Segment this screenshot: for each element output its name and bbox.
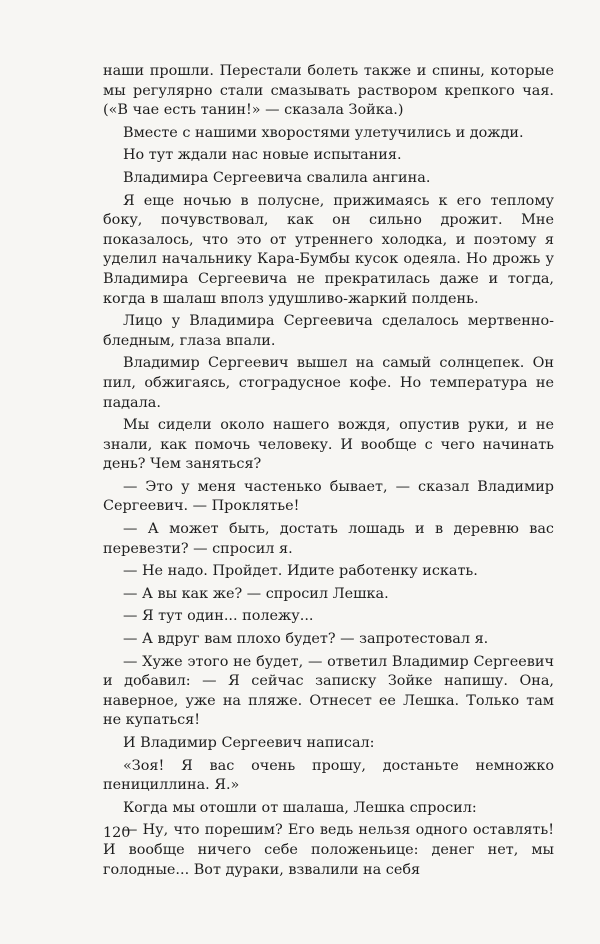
paragraph: Но тут ждали нас новые испытания. — [123, 147, 402, 164]
dialogue-line: — А вдруг вам плохо будет? — запротестовал я. — [123, 631, 489, 648]
dialogue-line: — Это у меня частенько бывает, — сказал Владимир Сергеевич. — Проклятье! — [103, 478, 554, 515]
paragraph: наши прошли. Перестали болеть также и спины, которые мы регулярно стали смазывать раствором крепкого чая. («В чае есть танин!» — сказала Зойка.) — [103, 63, 554, 119]
page-number: 120 — [103, 825, 131, 841]
note-text: «Зоя! Я вас очень прошу, достаньте немножко пенициллина. Я.» — [103, 757, 554, 794]
dialogue-line: — Ну, что порешим? Его ведь нельзя одного оставлять! И вообще ничего себе положеньице: денег нет, мы голодные... Вот дураки, взвалили на себя — [103, 822, 554, 878]
paragraph: Лицо у Владимира Сергеевича сделалось мертвенно-бледным, глаза впали. — [103, 313, 554, 349]
paragraph: Я еще ночью в полусне, прижимаясь к его теплому боку, почувствовал, как он сильно дрожит. Мне показалось, что это от утреннего холодка, и поэтому я уделил начальнику Кара-Бумбы кусок одеяла. Но дрожь у Владимира Сергеевича не прекратилась даже и тогда, когда в шалаш вполз удушливо-жаркий полдень. — [103, 192, 554, 307]
paragraph: Вместе с нашими хворостями улетучились и дожди. — [123, 124, 524, 141]
dialogue-line: — Хуже этого не будет, — ответил Владимир Сергеевич и добавил: — Я сейчас записку Зойке напишу. Она, наверное, уже на пляже. Отнесет ее Лешка. Только там не купаться! — [103, 653, 554, 729]
dialogue-line: — Я тут один... полежу... — [123, 608, 314, 625]
paragraph: Владимир Сергеевич вышел на самый солнцепек. Он пил, обжигаясь, стоградусное кофе. Но температура не падала. — [103, 355, 554, 411]
dialogue-line: — А может быть, достать лошадь и в деревню вас перевезти? — спросил я. — [103, 521, 554, 557]
paragraph: И Владимир Сергеевич написал: — [123, 735, 375, 751]
paragraph: Когда мы отошли от шалаша, Лешка спросил: — [123, 799, 477, 816]
paragraph: Мы сидели около нашего вождя, опустив руки, и не знали, как помочь человеку. И вообще с чего начинать день? Чем заняться? — [103, 417, 554, 473]
dialogue-line: — Не надо. Пройдет. Идите работенку искать. — [123, 563, 478, 580]
paragraph: Владимира Сергеевича свалила ангина. — [123, 169, 431, 186]
page-text — [103, 62, 554, 880]
dialogue-line: — А вы как же? — спросил Лешка. — [123, 585, 389, 602]
